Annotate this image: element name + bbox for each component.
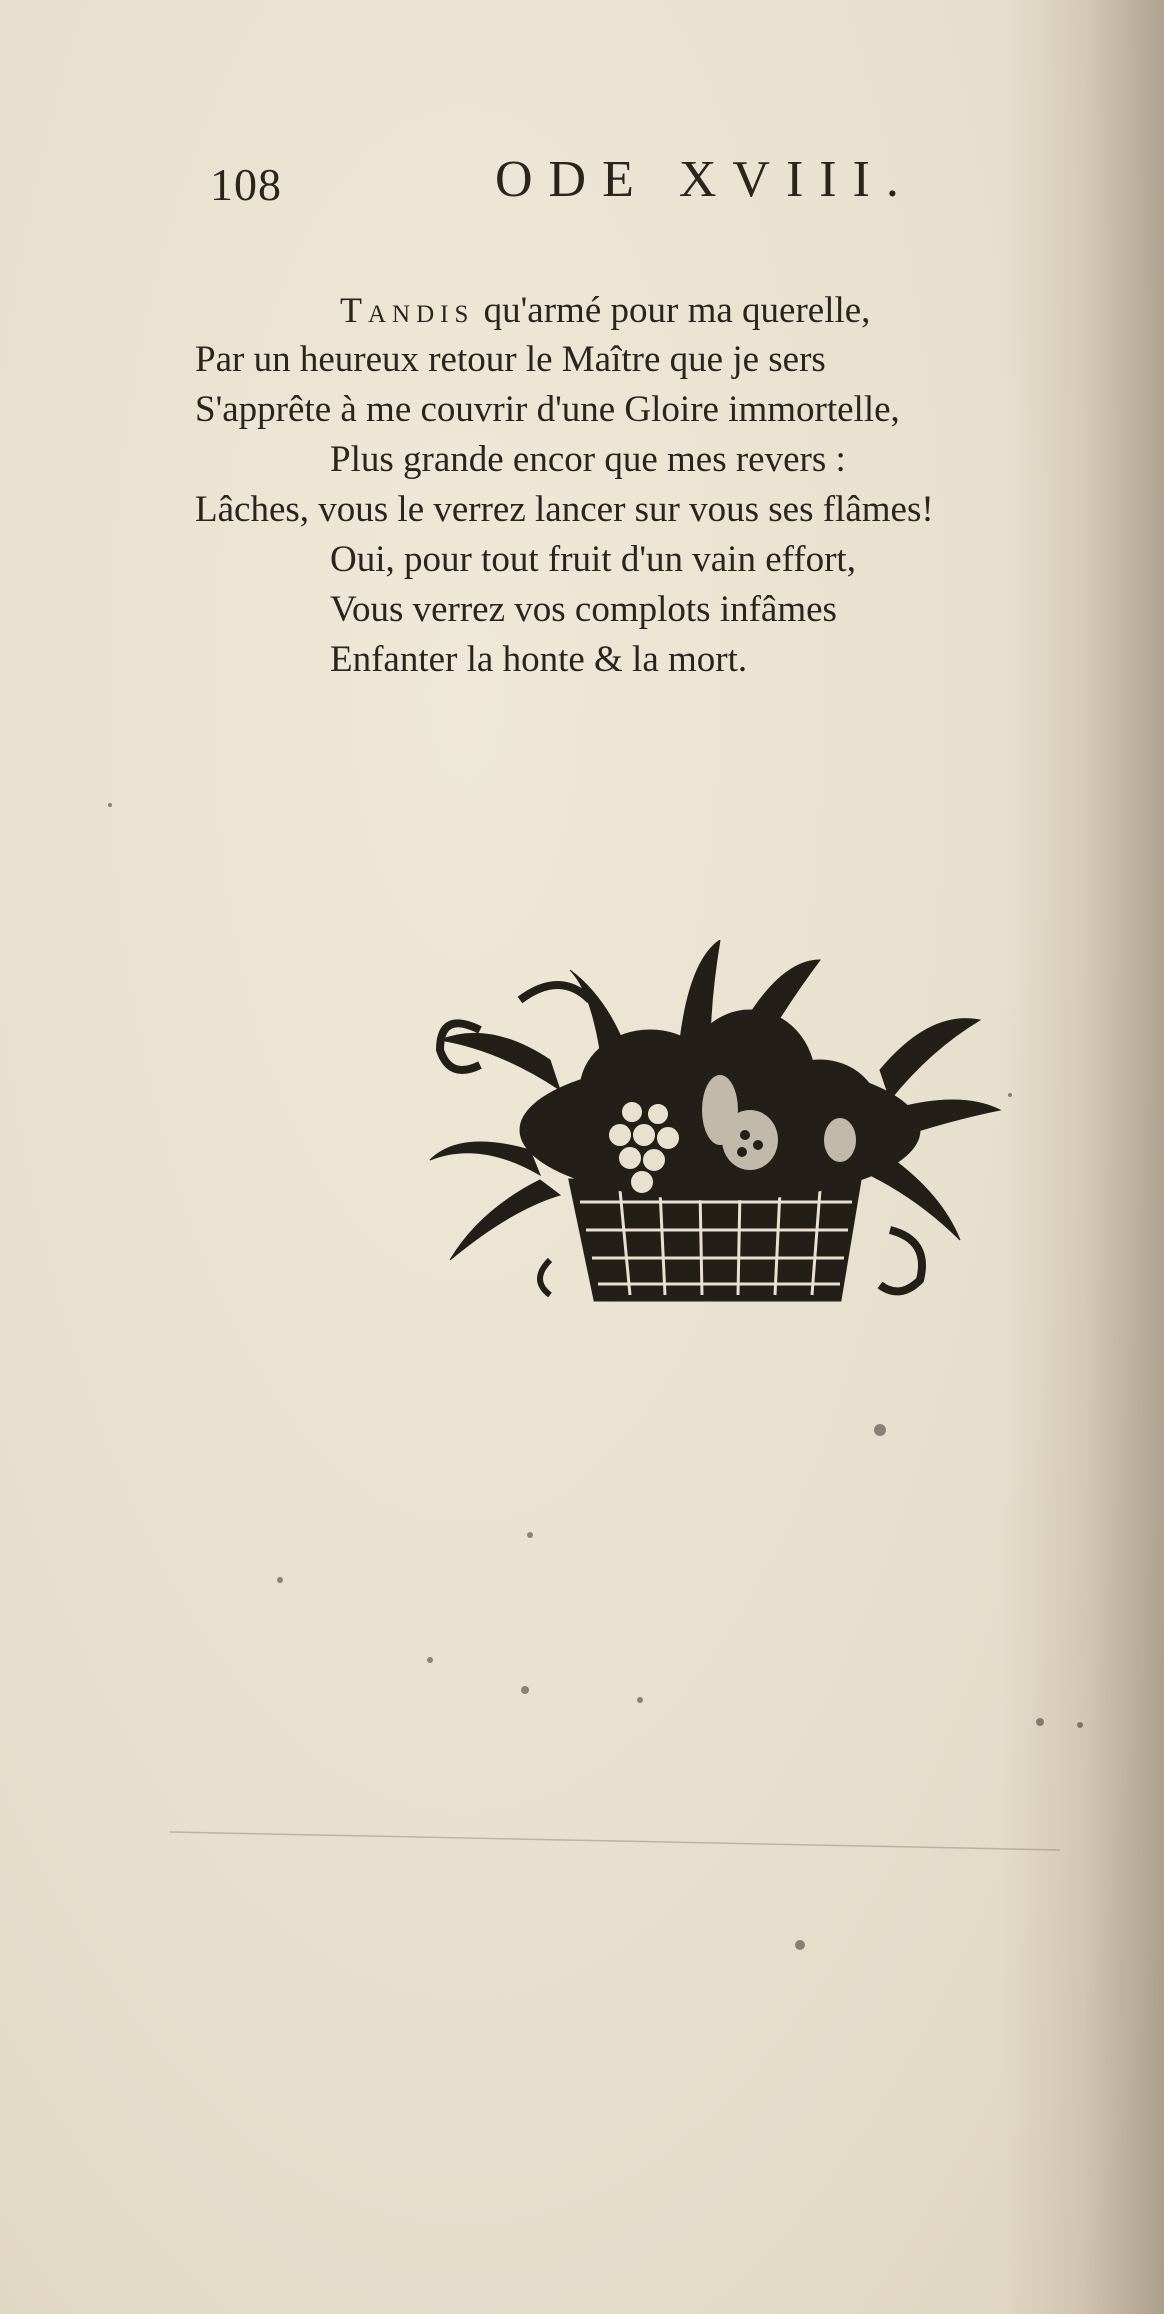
- verse-line: Par un heureux retour le Maître que je sers: [195, 339, 826, 380]
- verse-line: S'apprête à me couvrir d'une Gloire immortelle,: [195, 389, 900, 430]
- verse-line: Lâches, vous le verrez lancer sur vous ses flâmes!: [195, 489, 934, 530]
- verse-line: Vous verrez vos complots infâmes: [330, 589, 837, 630]
- verse-lead-word: Tandis: [340, 290, 475, 330]
- verse-line-text: qu'armé pour ma querelle,: [474, 290, 871, 331]
- page-number: 108: [210, 159, 282, 210]
- verse-line: Plus grande encor que mes revers :: [330, 439, 846, 480]
- verse-line: Oui, pour tout fruit d'un vain effort,: [330, 539, 856, 580]
- running-title: ODE XVIII.: [495, 151, 915, 208]
- verse-line: Enfanter la honte & la mort.: [330, 639, 748, 680]
